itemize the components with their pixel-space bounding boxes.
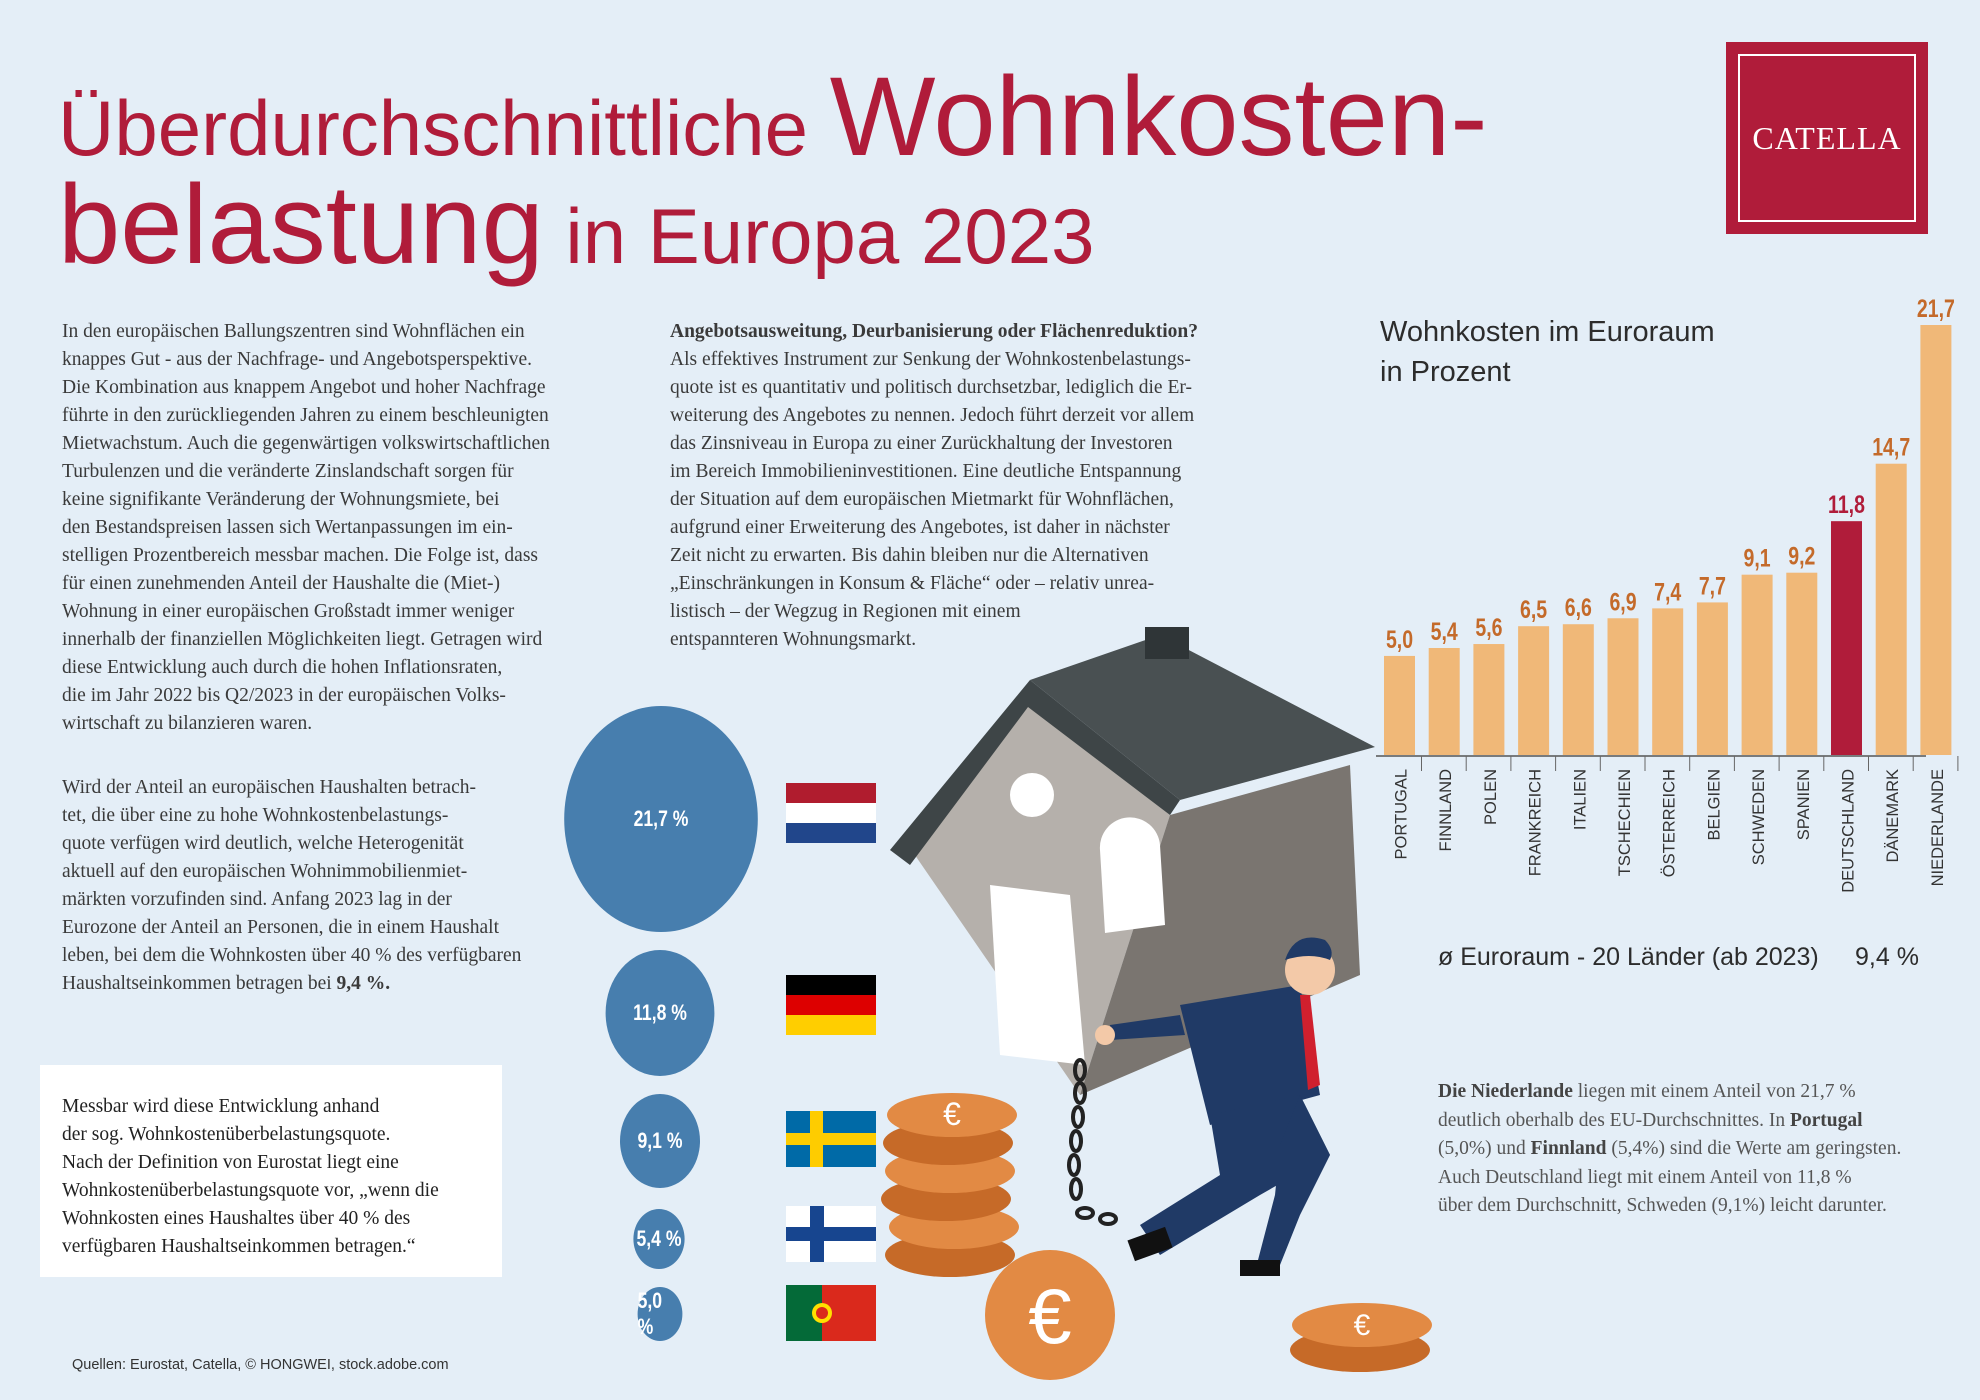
- data-label: 6,9: [1609, 587, 1637, 616]
- data-label: 9,1: [1743, 544, 1771, 573]
- summary-bold-finland: Finnland: [1530, 1138, 1607, 1159]
- source-note: Quellen: Eurostat, Catella, © HONGWEI, stock.adobe.com: [72, 1357, 449, 1373]
- summary-text: liegen mit einem Anteil von 21,7 %: [1572, 1081, 1856, 1102]
- bubble-germany: [606, 950, 715, 1076]
- share-paragraph: [62, 774, 521, 998]
- data-label: 21,7: [1916, 294, 1955, 323]
- bar-niederlande: [1920, 325, 1951, 755]
- bubble-label: 21,7 %: [633, 806, 689, 831]
- bubble-label: 11,8 %: [633, 1000, 687, 1025]
- coin-stack-icon: [881, 1093, 1019, 1277]
- bar-tschechien: [1608, 618, 1639, 755]
- coin-pile-icon: [1290, 1303, 1432, 1372]
- definition-box: Messbar wird diese Entwicklung anhand der sog. Wohnkostenüberbelastungsquote. Nach der Definition von Eurostat liegt eine Wohnkostenüberbelastungsquote vor, „wenn die Wohnkosten eines Haushaltes über 40 % des verfügbaren Haushaltseinkommen betragen.“: [40, 1065, 502, 1277]
- title-part-2: Wohnkosten-: [829, 54, 1488, 179]
- data-label: 9,2: [1788, 542, 1816, 571]
- category-label: TSCHECHIEN: [1616, 769, 1634, 877]
- category-label: POLEN: [1481, 769, 1500, 825]
- svg-text:€: €: [943, 1096, 961, 1132]
- data-label: 14,7: [1872, 433, 1911, 462]
- bar-chart: [1370, 280, 1955, 910]
- share-paragraph-text: Wird der Anteil an europäischen Haushalten betrach- tet, die über eine zu hohe Wohnkostenbelastungs- quote verfügen wird deutlich, welche Heterogenität aktuell auf den europäischen Wohnimmobilienmiet- märkten vorzufinden sind. Anfang 2023 lag in der Eurozone der Anteil an Personen, die in einem Haushalt leben, bei dem die Wohnkosten über 40 % des verfügbaren Haushaltseinkommen betragen bei: [62, 777, 522, 994]
- category-label: BELGIEN: [1705, 769, 1724, 841]
- data-label: 7,7: [1698, 572, 1726, 600]
- netherlands-flag: [786, 783, 876, 843]
- summary-text: deutlich oberhalb des EU-Durchschnittes. In: [1438, 1109, 1790, 1131]
- category-label: NIEDERLANDE: [1928, 769, 1947, 887]
- category-label: PORTUGAL: [1392, 769, 1411, 860]
- share-paragraph-bold: 9,4 %.: [336, 973, 391, 994]
- category-label: ÖSTERREICH: [1660, 769, 1679, 878]
- euro-coin-icon: [985, 1250, 1115, 1380]
- sweden-flag: [786, 1111, 876, 1167]
- bar-portugal: [1384, 656, 1415, 755]
- category-label: ITALIEN: [1571, 769, 1590, 831]
- data-label: 5,4: [1430, 617, 1458, 646]
- bubble-portugal: [638, 1287, 683, 1341]
- catella-logo: [1726, 42, 1928, 234]
- portugal-flag: [786, 1285, 876, 1341]
- summary-text: (5,4%) sind die Werte am geringsten.: [1606, 1138, 1902, 1159]
- title-part-3: belastung: [58, 162, 544, 287]
- data-label: 6,6: [1564, 593, 1592, 622]
- bubble-sweden: [620, 1094, 700, 1188]
- title-part-4: in Europa 2023: [543, 192, 1095, 280]
- bubble-netherlands: [564, 706, 758, 932]
- bar-österreich: [1652, 608, 1683, 755]
- bar-schweden: [1742, 575, 1773, 755]
- category-label: FRANKREICH: [1526, 769, 1545, 877]
- finland-flag: [786, 1206, 876, 1262]
- category-label: SPANIEN: [1794, 769, 1813, 841]
- average-label: ø Euroraum - 20 Länder (ab 2023): [1438, 943, 1819, 971]
- bar-frankreich: [1518, 626, 1549, 755]
- bubble-label: 5,0 %: [637, 1288, 663, 1339]
- title-part-1: Überdurchschnittliche: [58, 84, 830, 172]
- bubble-label: 5,4 %: [636, 1226, 682, 1251]
- summary-paragraph: [1438, 1078, 1901, 1221]
- bar-dänemark: [1876, 464, 1907, 755]
- data-label: 5,0: [1385, 625, 1414, 654]
- bubble-finland: [633, 1209, 684, 1269]
- category-label: DEUTSCHLAND: [1839, 769, 1858, 893]
- bar-finnland: [1429, 648, 1460, 755]
- chart-title: Wohnkosten im Euroraum in Prozent: [1380, 316, 1715, 388]
- data-label: 6,5: [1520, 595, 1548, 624]
- svg-text:€: €: [1353, 1309, 1371, 1342]
- summary-text: Auch Deutschland liegt mit einem Anteil von 11,8 %: [1438, 1166, 1852, 1188]
- category-label: FINNLAND: [1437, 769, 1456, 852]
- summary-text: (5,0%) und: [1438, 1138, 1531, 1159]
- bar-polen: [1473, 644, 1504, 755]
- data-label: 7,4: [1654, 578, 1682, 606]
- bar-spanien: [1786, 573, 1817, 755]
- bar-belgien: [1697, 602, 1728, 755]
- bubble-label: 9,1 %: [637, 1128, 683, 1153]
- category-label: SCHWEDEN: [1750, 769, 1769, 866]
- bar-deutschland: [1831, 521, 1862, 755]
- germany-flag: [786, 975, 876, 1035]
- logo-text: CATELLA: [1738, 54, 1916, 222]
- category-label: DÄNEMARK: [1884, 769, 1903, 863]
- summary-text: über dem Durchschnitt, Schweden (9,1%) leicht darunter.: [1438, 1195, 1887, 1216]
- average-value: 9,4 %: [1855, 943, 1919, 971]
- data-label: 11,8: [1828, 490, 1865, 519]
- middle-heading: Angebotsausweitung, Deurbanisierung oder Flächenreduktion?: [670, 321, 1199, 342]
- bar-italien: [1563, 624, 1594, 755]
- summary-bold-portugal: Portugal: [1789, 1109, 1863, 1131]
- svg-text:€: €: [1028, 1272, 1072, 1360]
- page-title-line-2: [58, 160, 1095, 289]
- illustration: [880, 615, 1440, 1395]
- intro-paragraph: In den europäischen Ballungszentren sind Wohnflächen ein knappes Gut - aus der Nachfrage- und Angebotsperspektive. Die Kombination aus knappem Angebot und hoher Nachfrage führte in den zurückliegenden Jahren zu einem beschleunigten Mietwachstum. Auch die gegenwärtigen volkswirtschaftlichen Turbulenzen und die veränderte Zinslandschaft sorgen für keine signifikante Veränderung der Wohnungsmiete, bei den Bestandspreisen lassen sich Wertanpassungen im ein- stelligen Prozentbereich messbar machen. Die Folge ist, dass für einen zunehmenden Anteil der Haushalte die (Miet-) Wohnung in einer europäischen Großstadt immer weniger innerhalb der finanziellen Möglichkeiten liegt. Getragen wird diese Entwicklung auch durch die hohen Inflationsraten, die im Jahr 2022 bis Q2/2023 in der europäischen Volks- wirtschaft zu bilanzieren waren.: [62, 321, 550, 734]
- summary-bold-netherlands: Die Niederlande: [1438, 1081, 1573, 1102]
- middle-paragraph: Als effektives Instrument zur Senkung der Wohnkostenbelastungs- quote ist es quantitativ und politisch durchsetzbar, lediglich die Er- weiterung des Angebotes zu nennen. Jedoch führt derzeit vor allem das Zinsniveau in Europa zu einer Zurückhaltung der Investoren im Bereich Immobilieninvestitionen. Eine deutliche Entspannung der Situation auf dem europäischen Mietmarkt für Wohnflächen, aufgrund einer Erweiterung des Angebotes, ist daher in nächster Zeit nicht zu erwarten. Bis dahin bleiben nur die Alternativen „Einschränkungen in Konsum & Fläche“ oder – relativ unrea- listisch – der Wegzug in Regionen mit einem entspannteren Wohnungsmarkt.: [670, 349, 1195, 650]
- data-label: 5,6: [1475, 613, 1503, 642]
